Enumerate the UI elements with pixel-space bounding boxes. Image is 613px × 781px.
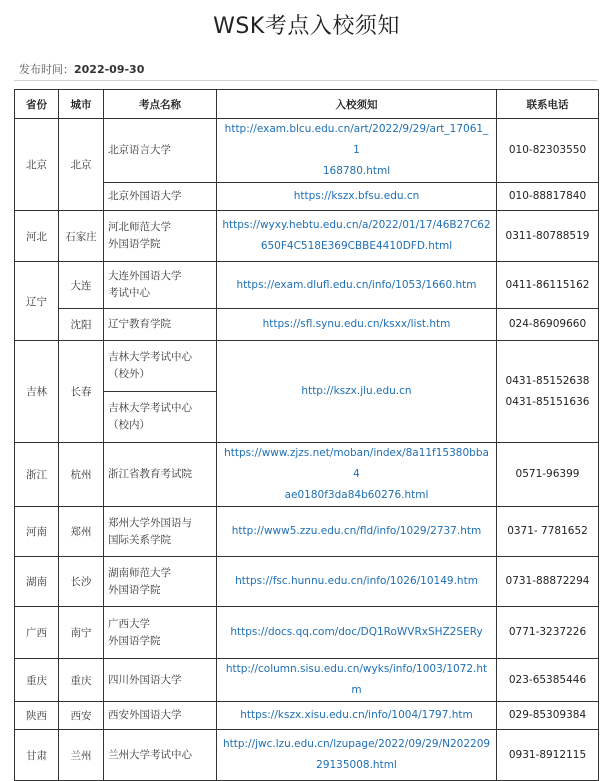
province-cell: 浙江 (15, 443, 59, 507)
phone-cell: 0731-88872294 (497, 557, 599, 607)
notice-link[interactable]: https://fsc.hunnu.edu.cn/info/1026/10149.htm (217, 557, 497, 607)
city-cell: 大连 (59, 262, 104, 309)
province-cell: 辽宁 (15, 262, 59, 341)
venue-cell: 吉林大学考试中心 （校外） (104, 341, 217, 392)
table-row (15, 507, 599, 557)
table-header-row (15, 90, 599, 119)
province-cell: 陕西 (15, 702, 59, 730)
venue-cell: 北京外国语大学 (104, 183, 217, 211)
venue-cell: 湖南师范大学 外国语学院 (104, 557, 217, 607)
phone-cell: 0411-86115162 (497, 262, 599, 309)
city-cell: 石家庄 (59, 211, 104, 262)
publish-date: 2022-09-30 (74, 63, 145, 76)
province-cell: 北京 (15, 119, 59, 211)
venue-cell: 辽宁教育学院 (104, 309, 217, 341)
province-cell: 河北 (15, 211, 59, 262)
city-cell: 杭州 (59, 443, 104, 507)
city-cell: 兰州 (59, 730, 104, 781)
notice-link[interactable]: http://column.sisu.edu.cn/wyks/info/1003/1072.htm (217, 659, 497, 702)
venue-cell: 河北师范大学 外国语学院 (104, 211, 217, 262)
venue-cell: 郑州大学外国语与 国际关系学院 (104, 507, 217, 557)
venue-cell: 吉林大学考试中心 （校内） (104, 392, 217, 443)
header-notice: 入校须知 (217, 90, 497, 119)
publish-info (19, 61, 144, 77)
notice-link[interactable]: http://exam.blcu.edu.cn/art/2022/9/29/art_17061_1 168780.html (217, 119, 497, 183)
phone-cell: 010-82303550 (497, 119, 599, 183)
table-row (15, 443, 599, 507)
notice-link[interactable]: https://kszx.bfsu.edu.cn (217, 183, 497, 211)
city-cell: 长春 (59, 341, 104, 443)
city-cell: 郑州 (59, 507, 104, 557)
phone-cell: 0371- 7781652 (497, 507, 599, 557)
phone-cell: 0311-80788519 (497, 211, 599, 262)
province-cell: 河南 (15, 507, 59, 557)
publish-label: 发布时间： (19, 63, 74, 76)
phone-cell: 0771-3237226 (497, 607, 599, 659)
province-cell: 吉林 (15, 341, 59, 443)
table-row (15, 309, 599, 341)
phone-cell: 010-88817840 (497, 183, 599, 211)
phone-cell: 0431-85152638 0431-85151636 (497, 341, 599, 443)
city-cell: 西安 (59, 702, 104, 730)
notice-link[interactable]: https://www.zjzs.net/moban/index/8a11f15380bba4 ae0180f3da84b60276.html (217, 443, 497, 507)
table-row (15, 659, 599, 702)
notice-link[interactable]: http://www5.zzu.edu.cn/fld/info/1029/2737.htm (217, 507, 497, 557)
notice-link[interactable]: http://kszx.jlu.edu.cn (217, 341, 497, 443)
city-cell: 北京 (59, 119, 104, 211)
phone-cell: 029-85309384 (497, 702, 599, 730)
venue-cell: 西安外国语大学 (104, 702, 217, 730)
notice-link[interactable]: http://jwc.lzu.edu.cn/lzupage/2022/09/29/N202209 29135008.html (217, 730, 497, 781)
venue-cell: 浙江省教育考试院 (104, 443, 217, 507)
province-cell: 甘肃 (15, 730, 59, 781)
venue-cell: 四川外国语大学 (104, 659, 217, 702)
header-phone: 联系电话 (497, 90, 599, 119)
table-row (15, 607, 599, 659)
table-row (15, 211, 599, 262)
header-province: 省份 (15, 90, 59, 119)
phone-cell: 023-65385446 (497, 659, 599, 702)
province-cell: 广西 (15, 607, 59, 659)
notice-link[interactable]: https://kszx.xisu.edu.cn/info/1004/1797.htm (217, 702, 497, 730)
province-cell: 湖南 (15, 557, 59, 607)
table-row (15, 341, 599, 392)
table-row (15, 730, 599, 781)
city-cell: 沈阳 (59, 309, 104, 341)
notice-link[interactable]: https://sfl.synu.edu.cn/ksxx/list.htm (217, 309, 497, 341)
venue-cell: 兰州大学考试中心 (104, 730, 217, 781)
notice-link[interactable]: https://exam.dlufl.edu.cn/info/1053/1660.htm (217, 262, 497, 309)
province-cell: 重庆 (15, 659, 59, 702)
city-cell: 重庆 (59, 659, 104, 702)
divider (14, 80, 597, 81)
city-cell: 南宁 (59, 607, 104, 659)
phone-cell: 024-86909660 (497, 309, 599, 341)
venue-cell: 北京语言大学 (104, 119, 217, 183)
venue-cell: 广西大学 外国语学院 (104, 607, 217, 659)
header-venue: 考点名称 (104, 90, 217, 119)
header-city: 城市 (59, 90, 104, 119)
exam-venue-table (14, 89, 599, 781)
notice-link[interactable]: https://docs.qq.com/doc/DQ1RoWVRxSHZ2SERy (217, 607, 497, 659)
table-row (15, 557, 599, 607)
table-row (15, 702, 599, 730)
phone-cell: 0571-96399 (497, 443, 599, 507)
table-row (15, 262, 599, 309)
page-title: WSK考点入校须知 (213, 14, 400, 39)
venue-cell: 大连外国语大学 考试中心 (104, 262, 217, 309)
notice-link[interactable]: https://wyxy.hebtu.edu.cn/a/2022/01/17/46B27C62 650F4C518E369CBBE4410DFD.html (217, 211, 497, 262)
city-cell: 长沙 (59, 557, 104, 607)
phone-cell: 0931-8912115 (497, 730, 599, 781)
table-row (15, 119, 599, 183)
